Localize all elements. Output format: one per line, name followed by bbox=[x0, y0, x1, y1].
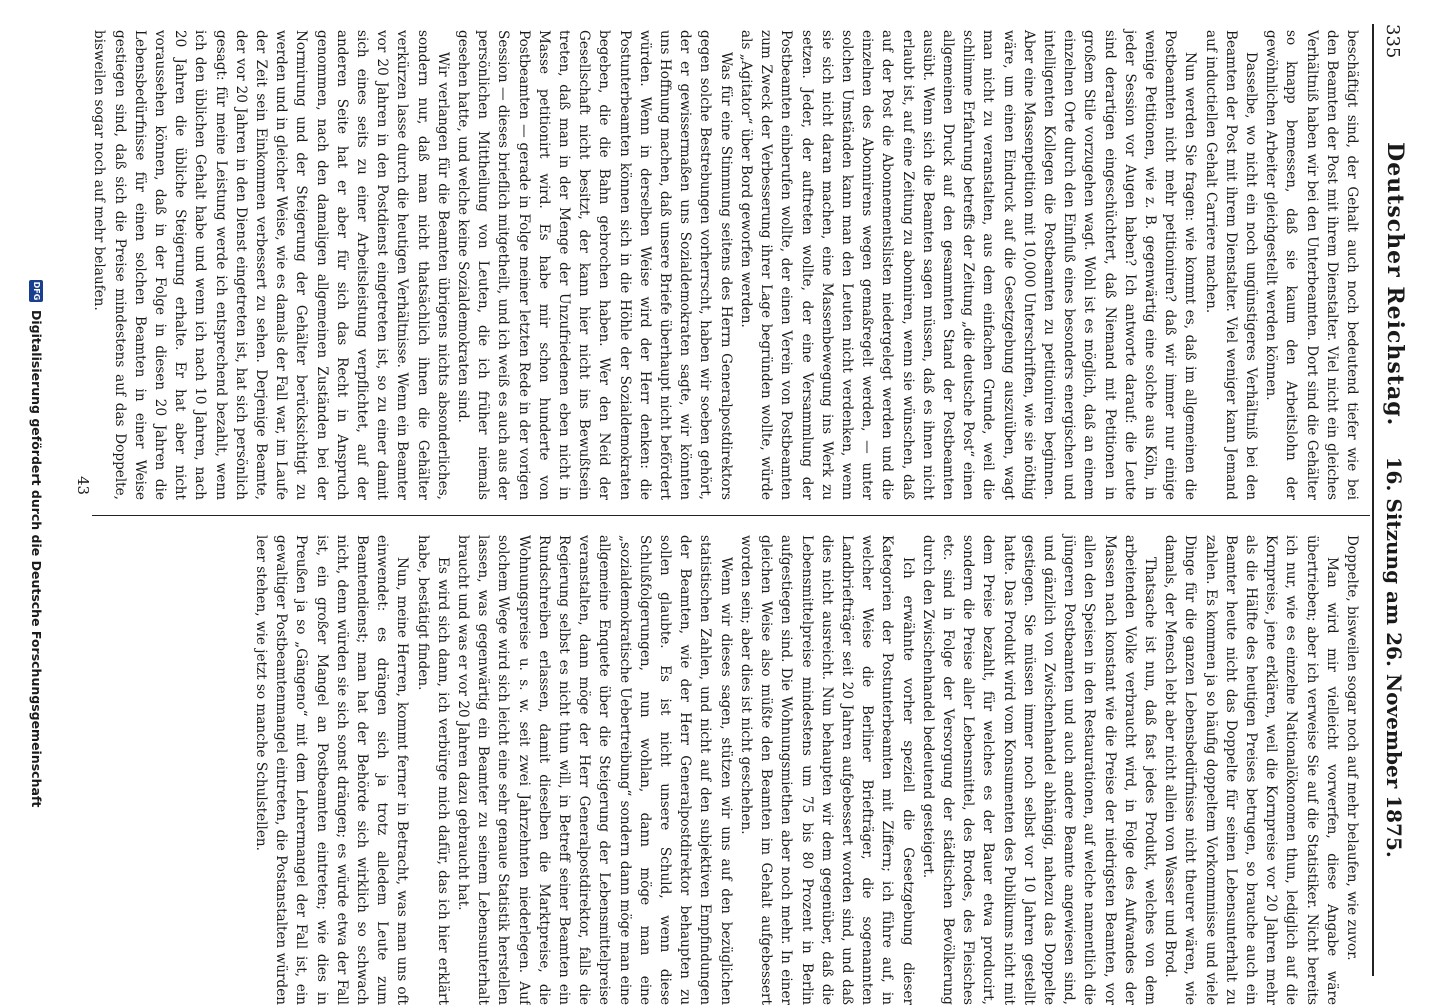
paragraph: Wenn wir dieses sagen, stützen wir uns auf den bezüglichen statistischen Zahlen, und nicht auf den subjektiven Empfindungen der Beamten, wie der Herr Generalpostdirektor behaupten zu sollen glaubte. Es ist nicht unsere Schuld, wenn diese Schlußfolgerungen, nun wohlan, dann möge man eine „sozialdemokratische Uebertreibung“ sondern dann möge man eine allgemeine Enquete über die Steigerung der Lebensmittelpreise veranstalten, dann möge der Herr Generalpostdirektor, falls die Regierung selbst es nicht thun will, in Betreff seiner Beamten ein Rundschreiben erlassen, damit dieselben die Marktpreise, die Wohnungspreise u. s. w. seit zwei Jahrzehnten niederlegen. Auf solchem Wege wird sich leicht eine sehr genaue Statistik herstellen lassen, was gegenwärtig ein Beamter zu seinem Lebensunterhalt braucht und was er vor 20 Jahren dazu gebraucht hat. bbox=[455, 535, 734, 1005]
paragraph: Es wird sich dann, ich verbürge mich dafür, das ich hier erklärt habe, bestätigt finden. bbox=[414, 535, 451, 1005]
header-separator bbox=[1382, 438, 1406, 444]
left-column bbox=[91, 30, 1362, 500]
right-column bbox=[100, 535, 1362, 1005]
session-line: 16. Sitzung am 26. November 1875. bbox=[1382, 456, 1406, 858]
signature-mark: 43 bbox=[74, 476, 92, 496]
paragraph: beschäftigt sind, der Gehalt auch noch bedeutend tiefer wie bei den Beamten der Post mit ihrem Dienstalter. Viel nicht ein gleiches Verhältniß haben wir bei den Unterbeamten. Dort sind die Gehälter so knapp bemessen, daß sie kaum den Arbeitslohn der gewöhnlichen Arbeiter gleichgestellt werden können. bbox=[1263, 30, 1360, 500]
paragraph: Dasselbe, wo nicht ein noch ungünstigeres Verhältniß bei den Beamten der Post mit ihrem Dienstalter. Viel weniger kann Jemand auf inductiellen Gehalt Carriere machen. bbox=[1202, 30, 1259, 500]
paragraph: Thatsache ist nun, daß fast jedes Produkt, welches von dem arbeitenden Volke verbraucht wird, in Folge des Aufwandes der Massen nach konstant wie die Preise der niedrigsten Beamten, vor allen den Speisen in den Restaurationen, auf welche namentlich die jüngeren Postbeamten und auch andere Beamte angewiesen sind, und gänzlich von Zwischenhandel abhängig, nahezu das Doppelte gestiegen. Sie müssen immer noch selbst vor 10 Jahren gestellt hatte. Das Produkt wird vom Konsumenten des Publikums nicht mit dem Preise bezahlt, für welches es der Bauer etwa producirt, sondern die Preise aller Lebensmittel, des Brodes, des Fleisches etc. sind in Folge der Versorgung der städtischen Bevölkerung durch den Zwischenhandel bedeutend gesteigert. bbox=[919, 535, 1158, 1005]
page-title: Deutscher Reichstag. bbox=[1382, 142, 1408, 427]
dfg-logo-icon: DFG bbox=[30, 280, 44, 302]
header-center bbox=[1382, 84, 1408, 916]
page-number: 335 bbox=[1382, 24, 1403, 59]
digitization-footer bbox=[29, 280, 44, 970]
paragraph: Doppelte, bisweilen sogar noch auf mehr belaufen, wie zuvor. bbox=[1344, 535, 1360, 961]
header-rule bbox=[1372, 24, 1374, 976]
paragraph: Nun, meine Herren, kommt ferner in Betracht, was man uns oft einwendet: es drängen sich ja trotz alledem Leute zum Beamtendienst; man hat der Behörde sich wirklich so schwach nicht, denn würden sie sich sonst drängen; es würde etwa der Fall ist, ein großer Mangel an Postbeamten eintreten; wie dies in Preußen ja so „Gängeno“ mit dem Lehrermangel der Fall ist, ein gewaltiger Postbeamtenmangel eintreten, die Postanstalten würden leer stehen, wie jetzt so manche Schulstellen. bbox=[253, 535, 411, 1005]
paragraph: Ich erwähnte vorher speziell die Gesetzgebung dieser Kategorien der Postunterbeamten mit Ziffern; ich führe auf, in welcher Weise die Berliner Briefträger, die sogenannten Landbriefträger seit 20 Jahren aufgebessert worden sind, und daß dies nicht ausreicht. Nun behaupten wir dem gegenüber, daß die Lebensmittelpreise mindestens um 75 bis 80 Prozent in Berlin aufgestiegen sind. Die Wohnungsmiethen aber noch mehr. In einer gleichen Weise also müßte den Beamten im Gehalt aufgebessert worden sein; aber dies ist nicht geschehen. bbox=[737, 535, 916, 1005]
page-header bbox=[1382, 24, 1414, 976]
paragraph: Man wird mir vielleicht vorwerfen, diese Angabe wäre übertrieben; aber ich verweise Sie auf die Statistiker. Nicht bereits ich nur, wie es einzelne Nationalökonomen thun, lediglich auf die Kornpreise, jene erklären, weil die Kornpreise vor 20 Jahren mehr als die Hälfte des heutigen Preises betrugen, so brauche auch ein Beamter heute nicht das Doppelte für seinen Lebensunterhalt zu zahlen. Es kommen ja so häufig doppeltem Vorkommnisse und viele Dinge für die ganzen Lebensbedürfnisse nicht theurer wären, wie damals, der Mensch lebt aber nicht allein von Wasser und Brod. bbox=[1162, 535, 1340, 1005]
paragraph: Was für eine Stimmung seitens des Herrn Generalpostdirektors gegen solche Bestrebungen vorherrscht, haben wir soeben gehört, der er gewissermaßen uns Sozialdemokraten sagte, wir könnten uns Hoffnung machen, daß unsere Briefe überhaupt nicht befördert würden. Wenn in derselben Weise wird der Herr denken: die Postunterbeamten können sich in die Höhle der Sozialdemokraten begeben, die die Bahn gebrochen haben. Wer den Neid der Gesellschaft nicht besitzt, der kann hier nicht ins Bewußtsein treten, daß man in der Menge der Unzufriedenen eben nicht in Masse petitionirt wird. Es habe mir schon hunderte von Postbeamten — gerade in Folge meiner letzten Rede in der vorigen Session — dieses brieflich mitgetheilt, und ich weiß es auch aus der persönlichen Mittheilung von Leuten, die ich früher niemals gesehen hatte, und welche keine Sozialdemokraten sind. bbox=[455, 30, 734, 500]
paragraph: Wir verlangen für die Beamten übrigens nichts absonderliches, sondern nur, daß man nicht thatsächlich ihnen die Gehälter verkürzen lasse durch die heutigen Verhältnisse. Wenn ein Beamter vor 20 Jahren in den Postdienst eingetreten ist, so zu einer damit sich eines seits zu einer Arbeitsleistung verpflichtet, auf der anderen Seite hat er aber für sich das Recht in Anspruch genommen, nach den damaligen allgemeinen Zuständen bei der Normirung und der Steigerung der Gehälter berücksichtigt zu werden und in gleicher Weise, wie es damals der Fall war, im Laufe der Zeit sein Einkommen verbessert zu sehen. Derjenige Beamte, der vor 20 Jahren in den Dienst eingetreten ist, hat sich persönlich gesagt: für meine Leistung werde ich entsprechend bezahlt, wenn ich den üblichen Gehalt habe und wenn ich nach 10 Jahren, nach 20 Jahren die übliche Steigerung erhalte. Er hat aber nicht voraussehen können, daß in der Folge in diesen 20 Jahren die Lebensbedürfnisse für einen solchen Beamten in einer Weise gestiegen sind, daß sich die Preise mindestens auf das Doppelte, bisweilen sogar noch auf mehr belaufen. bbox=[91, 30, 451, 500]
digitization-note: Digitalisierung gefördert durch die Deutsche Forschungsgemeinschaft bbox=[29, 310, 44, 808]
column-divider bbox=[92, 515, 1370, 516]
paragraph: Nun werden Sie fragen: wie kommt es, daß im allgemeinen die Postbeamten nicht mehr petitioniren? daß wir immer nur einige wenige Petitionen, wie z. B. gegenwärtig eine solche aus Köln, in jeder Session vor Augen haben? Ich antworte darauf: die Leute sind derartigen eingeschüchtert, daß Niemand mit Petitionen in großem Stile vorzugehen wagt. Wohl ist es möglich, daß an einem einzelnen Orte durch den Einfluß eines besonders energischen und intelligenten Kollegen die Postbeamten zu petitioniren beginnen. Aber eine Massenpetition mit 10,000 Unterschriften, wie sie nöthig wäre, um einen Eindruck auf die Gesetzgebung auszuüben, wagt man nicht zu veranstalten, aus dem einfachen Grunde, weil die schlimme Erfahrung betreffs der Zeitung „die deutsche Post“ einen allgemeinen Druck auf den gesammten Stand der Postbeamten ausübt. Wenn sich die Beamten sagen müssen, daß es ihnen nicht erlaubt ist, auf eine Zeitung zu abonniren, wenn sie wünschen, daß auf der Post die Abonnementslisten niedergelegt werden und die einzelnen des Abonnirens wegen gemaßregelt werden, — unter solchen Umständen kann man den Leuten nicht verdenken, wenn sie sich nicht daran machen, eine Massenbewegung ins Werk zu setzen. Jeder, der auftreten wollte, der eine Versammlung der Postbeamten einberufen wollte, der einen Verein von Postbeamten zum Zweck der Verbesserung ihrer Lage begründen wollte, würde als „Agitator“ über Bord geworfen werden. bbox=[737, 30, 1199, 500]
